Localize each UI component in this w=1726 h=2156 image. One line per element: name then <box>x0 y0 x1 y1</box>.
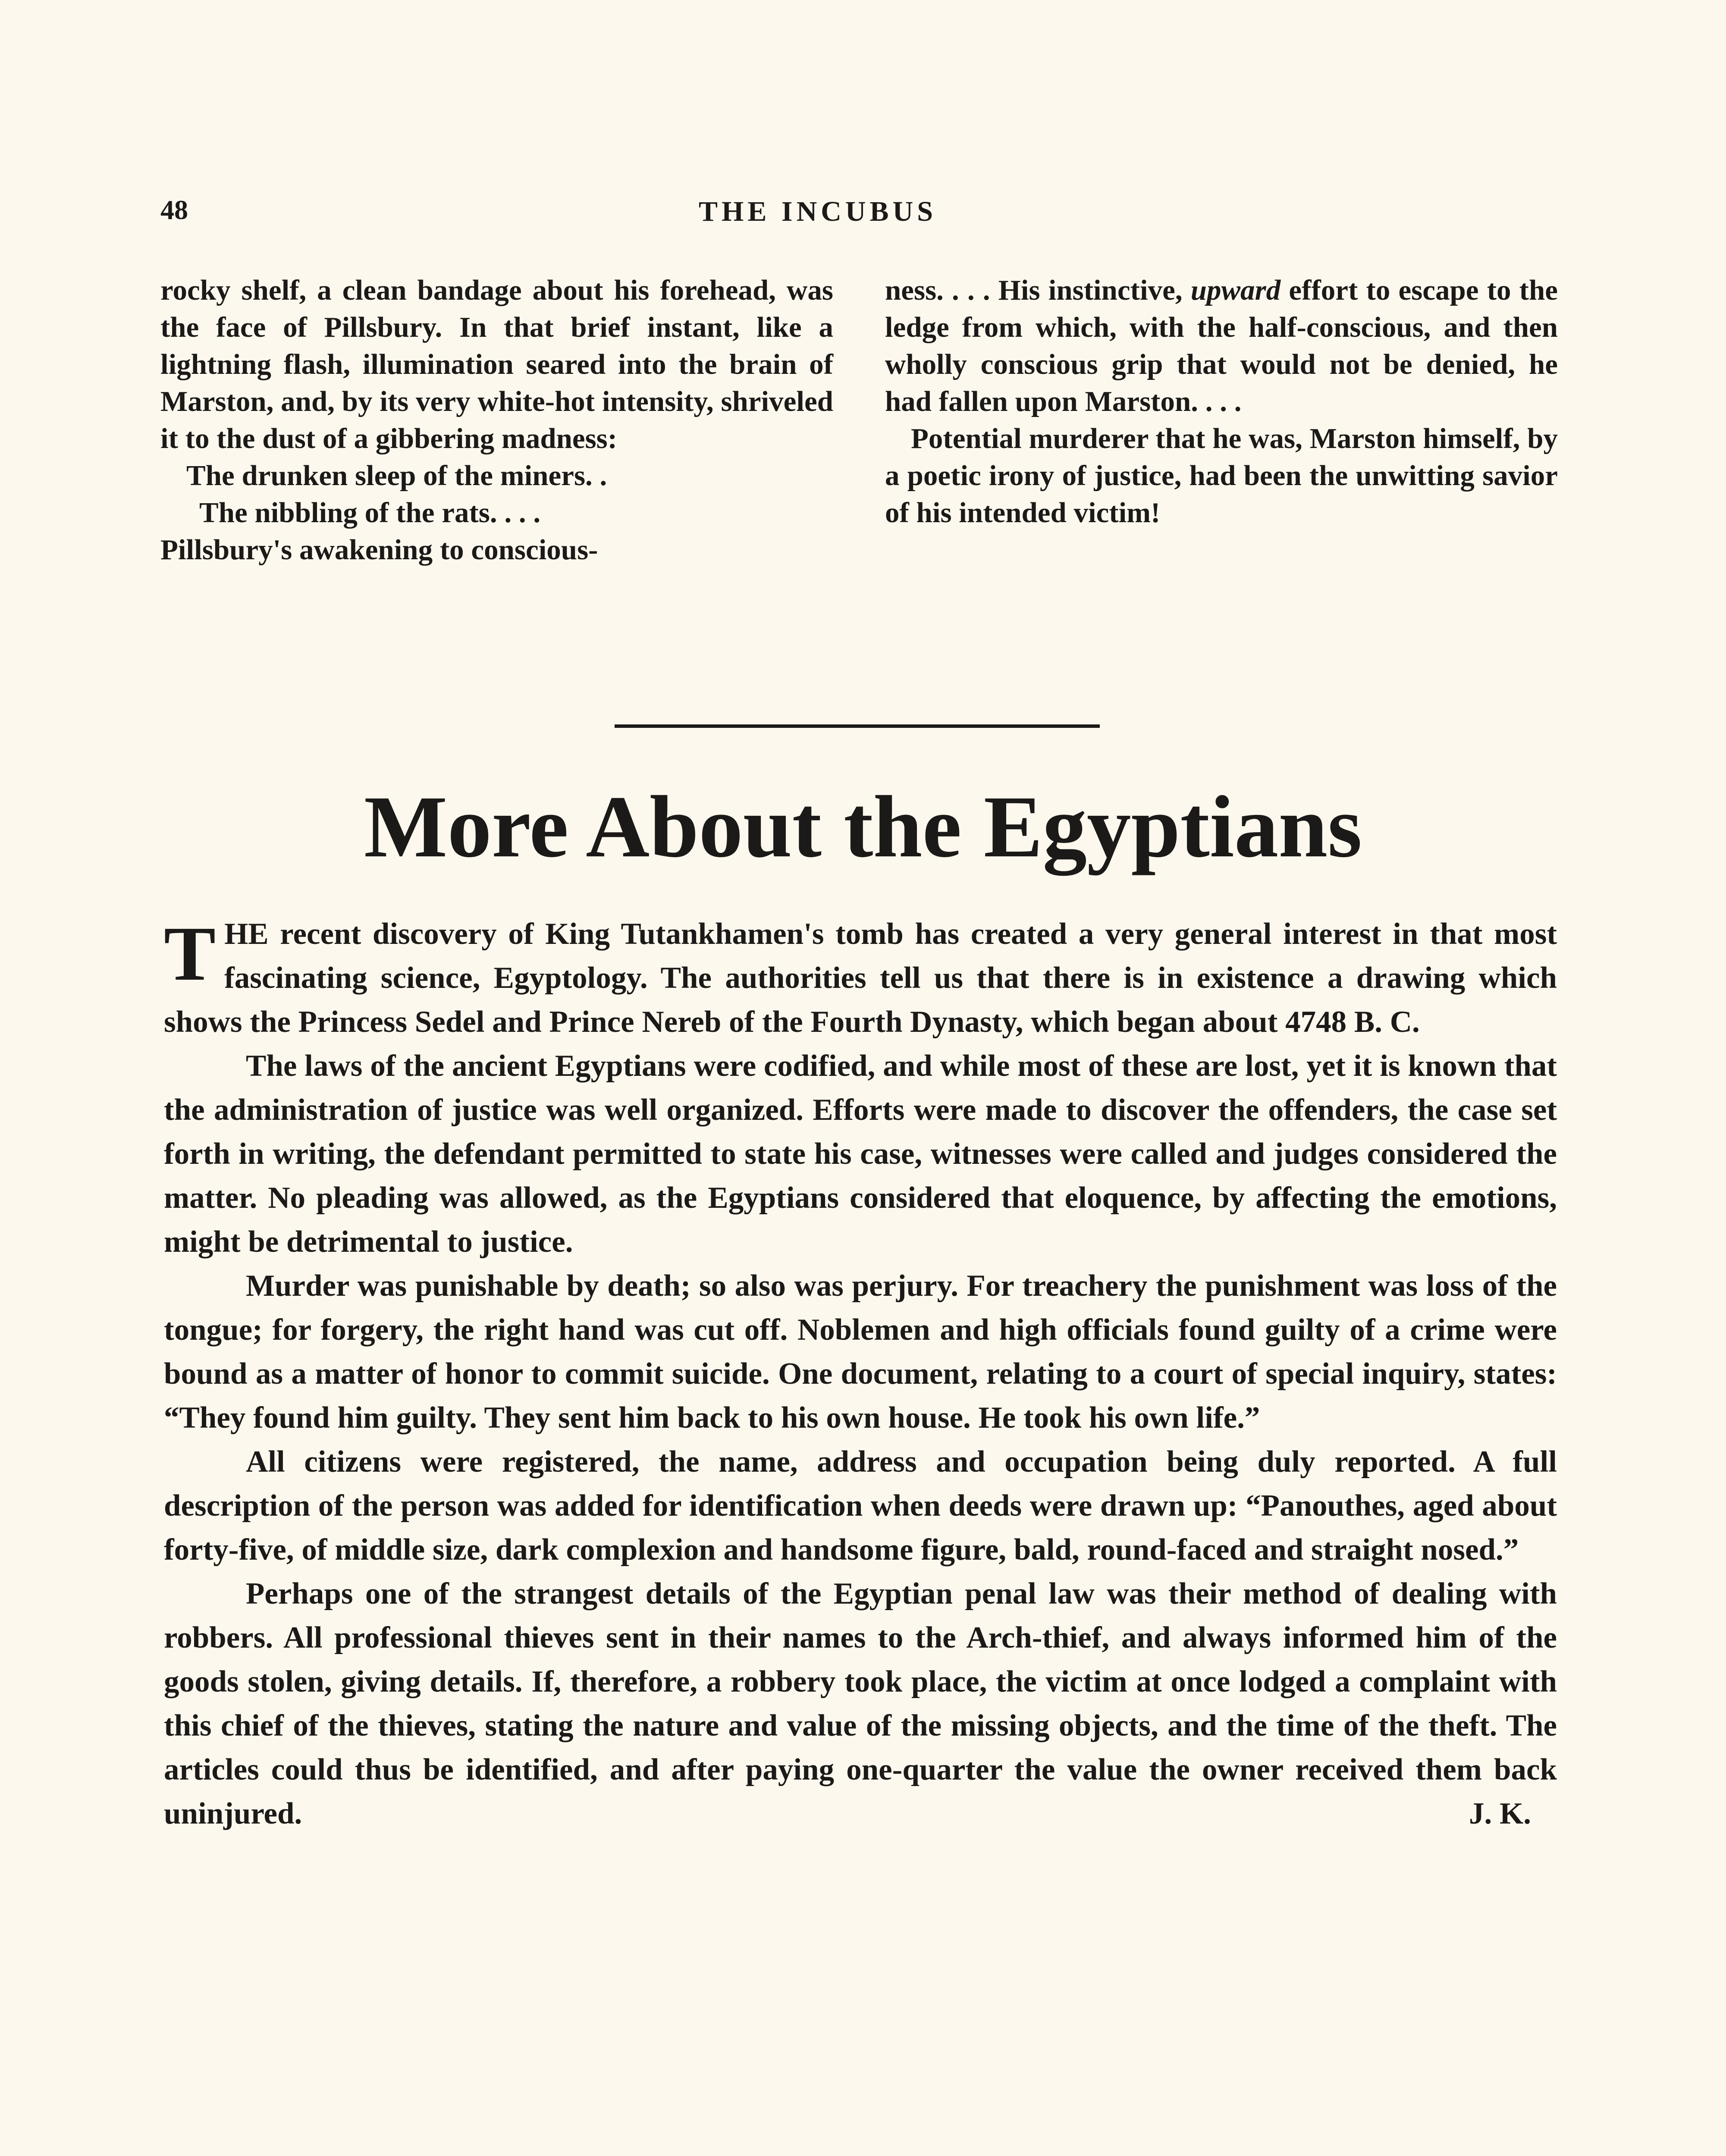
story-paragraph: Potential murderer that he was, Marston himself, by a poetic irony of justice, had been the unwitting savior of his intended victim! <box>885 423 1558 529</box>
story-right-column <box>885 272 1558 568</box>
article-paragraph <box>164 912 1557 1044</box>
article-title: More About the Egyptians <box>364 778 1362 876</box>
story-paragraph: The drunken sleep of the miners. . <box>186 460 607 492</box>
story-paragraph <box>885 272 1558 420</box>
story-paragraph: rocky shelf, a clean bandage about his forehead, was the face of Pillsbury. In that brief instant, like a lightning flash, illumination seared into the brain of Marston, and, by its very white-hot intensity, shriveled it to the dust of a gibbering madness: <box>160 274 833 454</box>
page-number: 48 <box>160 194 188 225</box>
section-divider <box>615 724 1100 728</box>
article-text: Perhaps one of the strangest details of the Egyptian penal law was their method of dealing with robbers. All professional thieves sent in their names to the Arch-thief, and always informed him of the goods stolen, giving details. If, therefore, a robbery took place, the victim at once lodged a complaint with this chief of the thieves, stating the nature and value of the missing objects, and the time of the theft. The articles could thus be identified, and after paying one-quarter the value the owner received them back uninjured. <box>164 1577 1557 1830</box>
story-text: effort to escape to the ledge from which, with the half-conscious, and then wholly conscious grip that would not be denied, he had fallen upon Marston. . . . <box>885 274 1558 417</box>
article-paragraph: All citizens were registered, the name, address and occupation being duly reported. A full description of the person was added for identification when deeds were drawn up: “Panouthes, aged about forty-five, of middle size, dark complexion and handsome figure, bald, round-faced and straight nosed.” <box>164 1445 1557 1567</box>
story-text: ness. . . . His instinctive, <box>885 274 1191 306</box>
article-paragraph: The laws of the ancient Egyptians were codified, and while most of these are lost, yet it is known that the administration of justice was well organized. Efforts were made to discover the offenders, the case set forth in writing, the defendant permitted to state his case, witnesses were called and judges considered the matter. No pleading was allowed, as the Egyptians considered that eloquence, by affecting the emotions, might be detrimental to justice. <box>164 1049 1557 1259</box>
article-paragraph: Murder was punishable by death; so also was perjury. For treachery the punishment was loss of the tongue; for forgery, the right hand was cut off. Noblemen and high officials found guilty of a crime were bound as a matter of honor to commit suicide. One document, relating to a court of special inquiry, states: “They found him guilty. They sent him back to his own house. He took his own life.” <box>164 1269 1557 1435</box>
story-ending <box>160 272 1558 568</box>
story-left-column <box>160 272 833 568</box>
author-signature: J. K. <box>1469 1797 1531 1830</box>
article-text: HE recent discovery of King Tutankhamen's tomb has created a very general interest in that most fascinating science, Egyptology. The authorities tell us that there is in existence a drawing which shows the Princess Sedel and Prince Nereb of the Fourth Dynasty, which began about 4748 B. C. <box>164 917 1557 1039</box>
article-paragraph <box>164 1572 1557 1836</box>
story-paragraph: The nibbling of the rats. . . . <box>199 497 541 529</box>
running-title: THE INCUBUS <box>699 196 937 227</box>
story-emphasis: upward <box>1190 274 1281 306</box>
story-paragraph: Pillsbury's awakening to conscious- <box>160 534 598 566</box>
drop-cap: T <box>164 911 216 997</box>
article-body <box>164 912 1557 1836</box>
